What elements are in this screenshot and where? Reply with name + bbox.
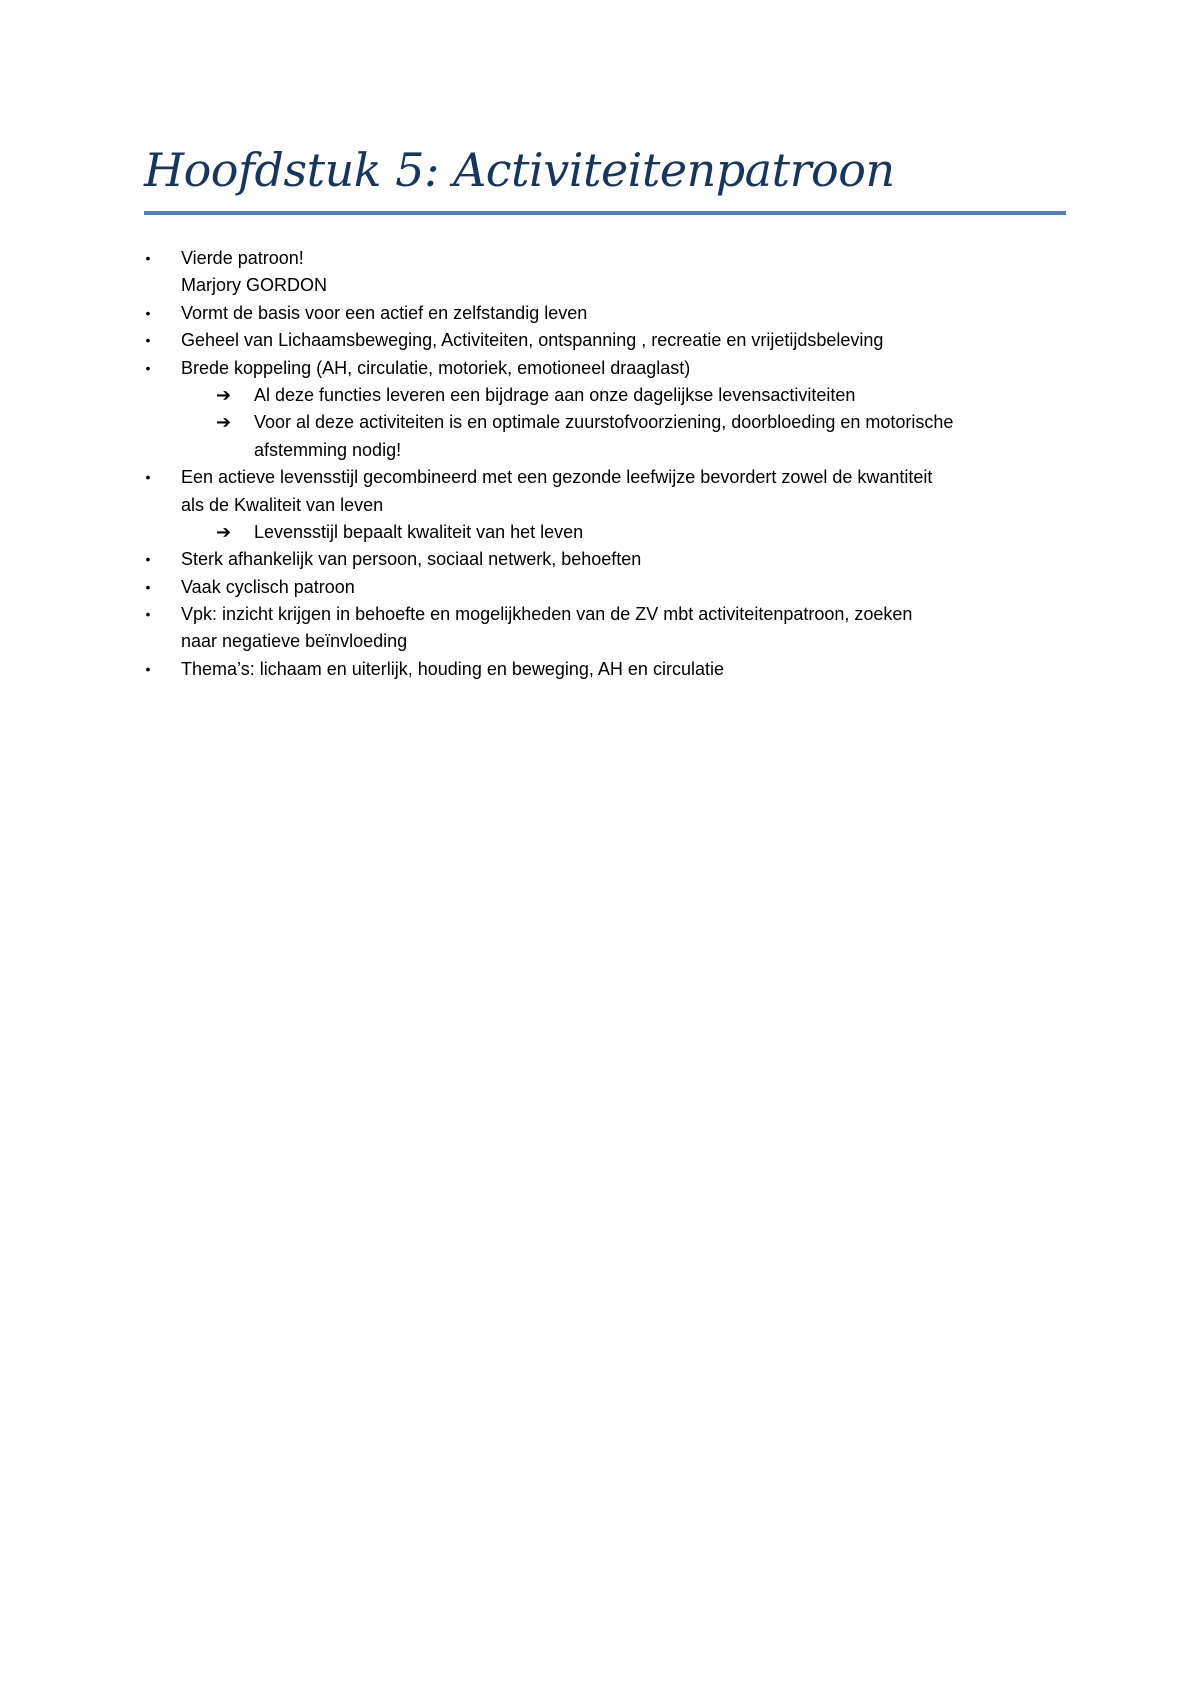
list-item-text: naar negatieve beïnvloeding [181,631,408,652]
list-item-text: Vierde patroon! [181,248,304,268]
bullet-icon: • [145,332,151,349]
list-item [0,656,1200,683]
bullet-icon: • [145,660,151,677]
sub-list-item-text: Al deze functies leveren een bijdrage aan onze dagelijkse levensactiviteiten [254,384,856,405]
bullet-icon: • [145,469,151,486]
sub-list-item-text: Levensstijl bepaalt kwaliteit van het leven [254,521,584,542]
list-item [0,464,1200,491]
list-item-text: Geheel van Lichaamsbeweging, Activiteiten, ontspanning , recreatie en vrijetijdsbeleving [181,330,884,351]
sub-list-item-continuation [0,437,1200,464]
list-item-text: als de Kwaliteit van leven [181,494,384,515]
list-item-text: Vormt de basis voor een actief en zelfstandig leven [181,302,588,323]
sub-list-item-text: Voor al deze activiteiten is en optimale zuurstofvoorziening, doorbloeding en motorische [254,412,954,433]
bullet-list [0,245,1200,683]
list-item [0,327,1200,354]
list-item-continuation [0,492,1200,519]
page-title: Hoofdstuk 5: Activiteitenpatroon [144,143,895,197]
list-item-text: Sterk afhankelijk van persoon, sociaal netwerk, behoeften [181,549,642,570]
bullet-icon: • [145,551,151,568]
sub-list-item [0,409,1200,436]
list-item [0,546,1200,573]
list-item-text: Vaak cyclisch patroon [181,576,355,597]
list-item [0,601,1200,628]
arrow-right-icon: ➔ [216,521,232,543]
arrow-right-icon: ➔ [216,384,232,406]
list-item-text: Brede koppeling (AH, circulatie, motoriek, emotioneel draaglast) [181,357,691,378]
list-item [0,355,1200,382]
list-item-text: Thema’s: lichaam en uiterlijk, houding en beweging, AH en circulatie [181,658,724,679]
list-item-continuation [0,272,1200,299]
sub-list-item-text: afstemming nodig! [254,439,402,460]
list-item-text: Een actieve levensstijl gecombineerd met een gezonde leefwijze bevordert zowel de kwantiteit [181,467,933,488]
list-item [0,245,1200,272]
list-item-continuation [0,628,1200,655]
list-item [0,300,1200,327]
list-item-text: Vpk: inzicht krijgen in behoefte en mogelijkheden van de ZV mbt activiteitenpatroon, zoeken [181,604,913,625]
title-underline [144,211,1066,215]
bullet-icon: • [145,250,151,266]
sub-list-item [0,382,1200,409]
bullet-icon: • [145,304,151,321]
bullet-icon: • [145,606,151,623]
bullet-icon: • [145,578,151,595]
list-item-text: Marjory GORDON [181,275,328,296]
arrow-right-icon: ➔ [216,412,232,434]
sub-list-item [0,519,1200,546]
bullet-icon: • [145,359,151,376]
list-item [0,574,1200,601]
